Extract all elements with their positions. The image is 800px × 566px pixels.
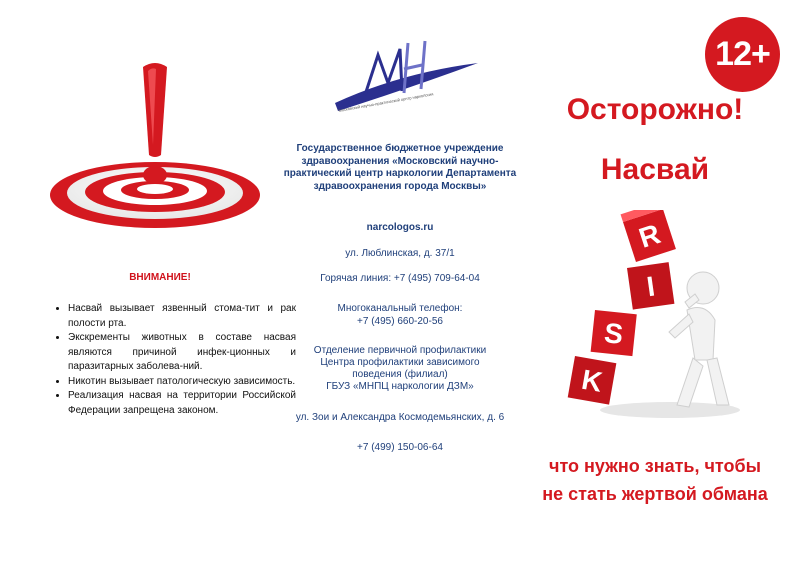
risk-letter: I bbox=[644, 270, 657, 303]
organization-name: Государственное бюджетное учреждение здравоохранения «Московский научно-практический центр наркологии Департамента здравоохранения города Москвы» bbox=[283, 143, 517, 192]
department-line: Отделение первичной профилактики bbox=[313, 345, 487, 356]
risk-letter: R bbox=[635, 218, 665, 254]
caution-heading: Осторожно! bbox=[566, 93, 744, 126]
risk-letter: K bbox=[579, 363, 605, 398]
department-line: ГБУЗ «МНПЦ наркологии ДЗМ» bbox=[326, 381, 474, 392]
warning-list bbox=[28, 302, 296, 418]
department-line: Центра профилактики зависимого bbox=[320, 357, 480, 368]
warning-title: ВНИМАНИЕ! bbox=[129, 272, 191, 283]
risk-block-s bbox=[591, 310, 637, 356]
tagline: что нужно знать, чтобы не стать жертвой обмана bbox=[542, 456, 768, 504]
multichannel-phone: +7 (495) 660-20-56 bbox=[357, 316, 443, 327]
hotline: Горячая линия: +7 (495) 709-64-04 bbox=[320, 273, 480, 284]
list-item: • Экскременты животных в составе насвая являются причиной инфек-ционных и паразитарных заболева-ний. bbox=[68, 331, 296, 375]
risk-block-r bbox=[621, 210, 676, 262]
list-item: • Никотин вызывает патологическую зависимость. bbox=[68, 375, 296, 390]
person-figure-icon bbox=[669, 272, 729, 407]
website-link[interactable]: narcologos.ru bbox=[366, 222, 434, 233]
risk-blocks-illustration bbox=[565, 210, 745, 425]
address: ул. Люблинская, д. 37/1 bbox=[345, 248, 455, 259]
multichannel-label: Многоканальный телефон: bbox=[337, 303, 463, 314]
second-phone: +7 (499) 150-06-64 bbox=[357, 442, 443, 453]
department-line: поведения (филиал) bbox=[352, 369, 448, 380]
logo-caption: Московский научно-практический центр наркологии bbox=[338, 91, 434, 113]
list-item: • Насвай вызывает язвенный стома-тит и рак полости рта. bbox=[68, 302, 296, 331]
list-item: • Реализация насвая на территории Российской Федерации запрещена законом. bbox=[68, 389, 296, 418]
risk-block-k bbox=[568, 356, 617, 405]
nasvai-heading: Насвай bbox=[600, 153, 710, 186]
second-address: ул. Зои и Александра Космодемьянских, д. 6 bbox=[295, 412, 505, 423]
exclamation-target-illustration bbox=[40, 55, 270, 240]
risk-letter: S bbox=[602, 317, 625, 350]
risk-block-i bbox=[627, 262, 674, 309]
age-rating-badge: 12+ bbox=[705, 17, 780, 92]
